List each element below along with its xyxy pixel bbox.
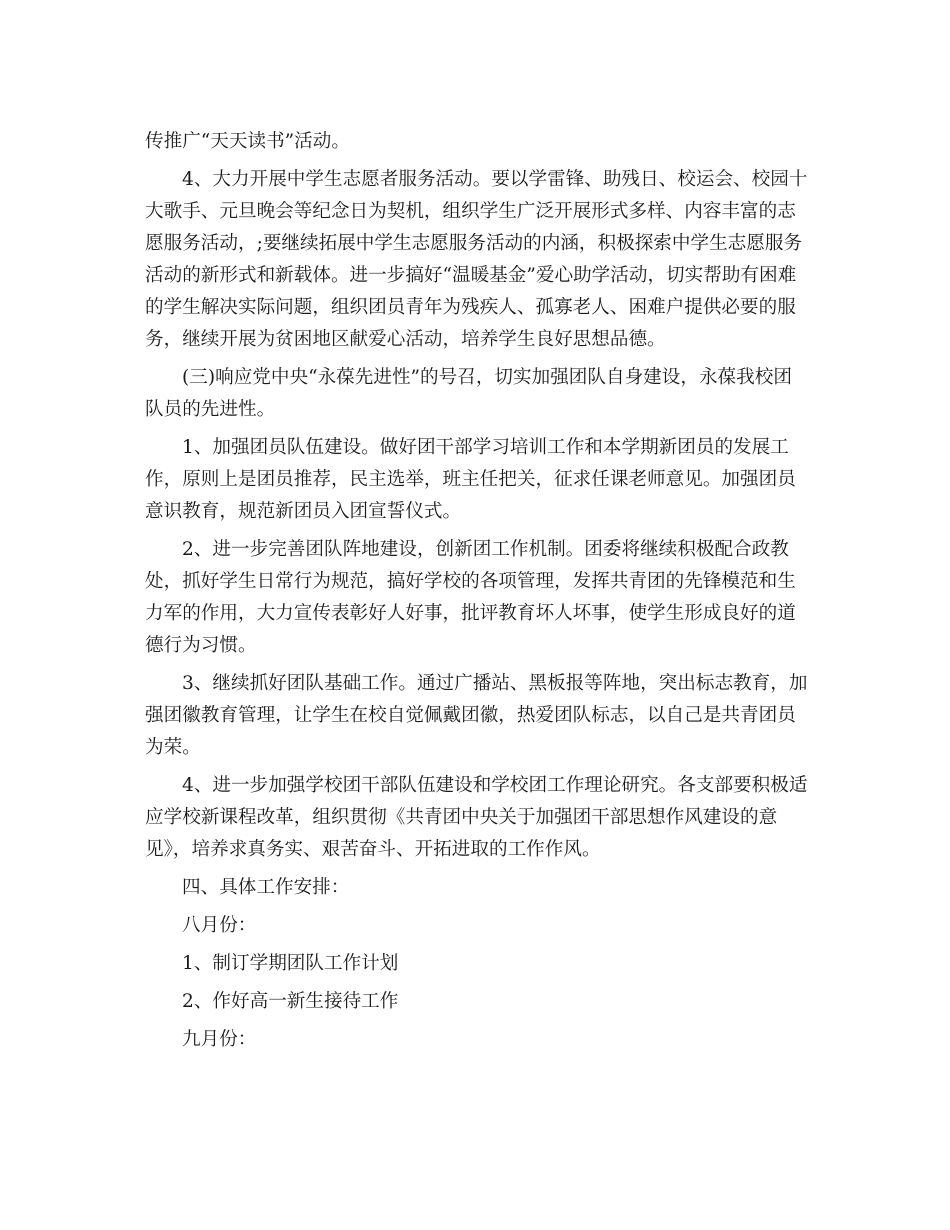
paragraph [145,668,807,764]
text-line: 作，原则上是团员推荐，民主选举，班主任把关，征求任课老师意见。加强团员 [145,469,796,490]
paragraph [145,770,807,866]
text-line: 务，继续开展为贫困地区献爱心活动，培养学生良好思想品德。 [145,329,666,350]
text-line: 应学校新课程改革，组织贯彻《共青团中央关于加强团干部思想作风建设的意 [145,807,778,828]
paragraph [145,432,807,528]
text-line: 八月份： [182,915,257,936]
text-line: 3、继续抓好团队基础工作。通过广播站、黑板报等阵地，突出标志教育，加 [182,673,808,694]
text-line: 九月份： [182,1029,257,1050]
text-line: 意识教育，规范新团员入团宣誓仪式。 [145,501,462,522]
paragraph [145,164,807,356]
month-heading [145,1024,807,1056]
paragraph [145,362,807,426]
text-line: 强团徽教育管理，让学生在校自觉佩戴团徽，热爱团队标志，以自己是共青团员 [145,705,796,726]
text-line: 4、大力开展中学生志愿者服务活动。要以学雷锋、助残日、校运会、校园十 [182,169,808,190]
list-item [145,986,807,1018]
document-body [145,126,807,1062]
text-line: 为荣。 [145,737,201,758]
text-line: 力军的作用，大力宣传表彰好人好事，批评教育坏人坏事，使学生形成良好的道 [145,603,796,624]
list-item [145,948,807,980]
paragraph [145,534,807,662]
text-line: (三)响应党中央“永葆先进性”的号召，切实加强团队自身建设，永葆我校团 [182,367,792,388]
section-heading [145,872,807,904]
text-line: 4、进一步加强学校团干部队伍建设和学校团工作理论研究。各支部要积极适 [182,775,808,796]
text-line: 1、制订学期团队工作计划 [182,953,399,974]
month-heading [145,910,807,942]
text-line: 1、加强团员队伍建设。做好团干部学习培训工作和本学期新团员的发展工 [182,437,789,458]
text-line: 愿服务活动，;要继续拓展中学生志愿服务活动的内涵，积极探索中学生志愿服务 [145,233,803,254]
text-line: 活动的新形式和新载体。进一步搞好“温暖基金”爱心助学活动，切实帮助有困难 [145,265,797,286]
text-line: 德行为习惯。 [145,635,257,656]
text-line: 队员的先进性。 [145,399,276,420]
text-line: 四、具体工作安排： [182,877,350,898]
text-line: 处，抓好学生日常行为规范，搞好学校的各项管理，发挥共青团的先锋模范和生 [145,571,796,592]
text-line: 见》，培养求真务实、艰苦奋斗、开拓进取的工作作风。 [145,839,601,860]
text-line: 传推广“天天读书”活动。 [145,131,350,152]
text-line: 大歌手、元旦晚会等纪念日为契机，组织学生广泛开展形式多样、内容丰富的志 [145,201,796,222]
text-line: 的学生解决实际问题，组织团员青年为残疾人、孤寡老人、困难户提供必要的服 [145,297,796,318]
paragraph [145,126,807,158]
text-line: 2、作好高一新生接待工作 [182,991,399,1012]
text-line: 2、进一步完善团队阵地建设，创新团工作机制。团委将继续积极配合政教 [182,539,789,560]
